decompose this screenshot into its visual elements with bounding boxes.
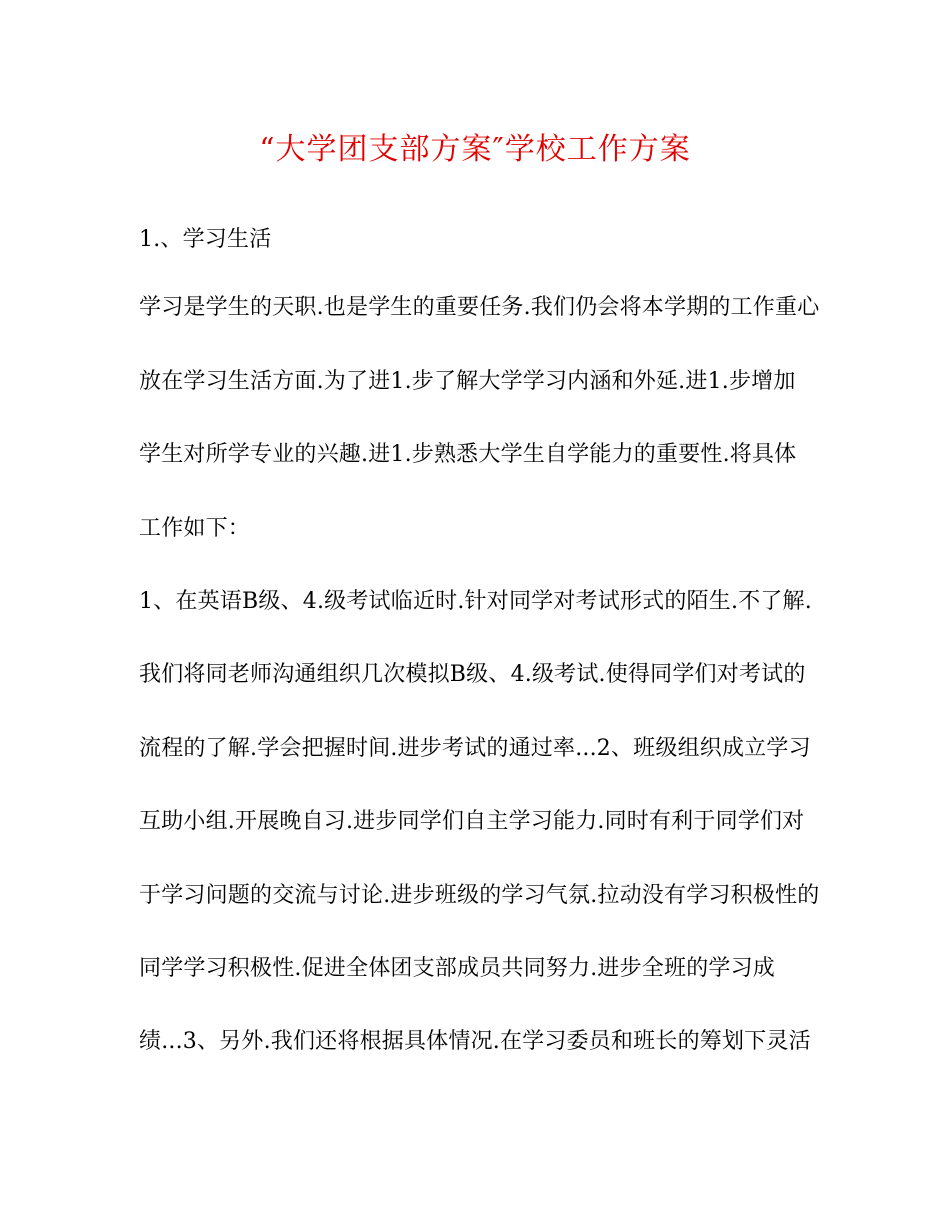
paragraph-line: 同学学习积极性.促进全体团支部成员共同努力.进步全班的学习成: [139, 956, 775, 981]
paragraph-line: 我们将同老师沟通组织几次模拟B级、4.级考试.使得同学们对考试的: [139, 662, 806, 687]
paragraph-line: 绩...3、另外.我们还将根据具体情况.在学习委员和班长的筹划下灵活: [139, 1029, 811, 1054]
paragraph-line: 工作如下：: [139, 516, 251, 541]
paragraph-line: 1、在英语B级、4.级考试临近时.针对同学对考试形式的陌生.不了解.: [139, 589, 812, 614]
paragraph-line: 于学习问题的交流与讨论.进步班级的学习气氛.拉动没有学习积极性的: [139, 883, 820, 908]
paragraph-line: 学习是学生的天职.也是学生的重要任务.我们仍会将本学期的工作重心: [139, 295, 820, 320]
paragraph-line: 流程的了解.学会把握时间.进步考试的通过率...2、班级组织成立学习: [139, 736, 811, 761]
document-title: “大学团支部方案″学校工作方案: [259, 132, 691, 167]
paragraph-line: 互助小组.开展晚自习.进步同学们自主学习能力.同时有利于同学们对: [139, 809, 805, 834]
paragraph-line: 学生对所学专业的兴趣.进1.步熟悉大学生自学能力的重要性.将具体: [139, 442, 797, 467]
section-heading: 1.、学习生活: [139, 227, 272, 252]
paragraph-line: 放在学习生活方面.为了进1.步了解大学学习内涵和外延.进1.步增加: [139, 369, 796, 394]
